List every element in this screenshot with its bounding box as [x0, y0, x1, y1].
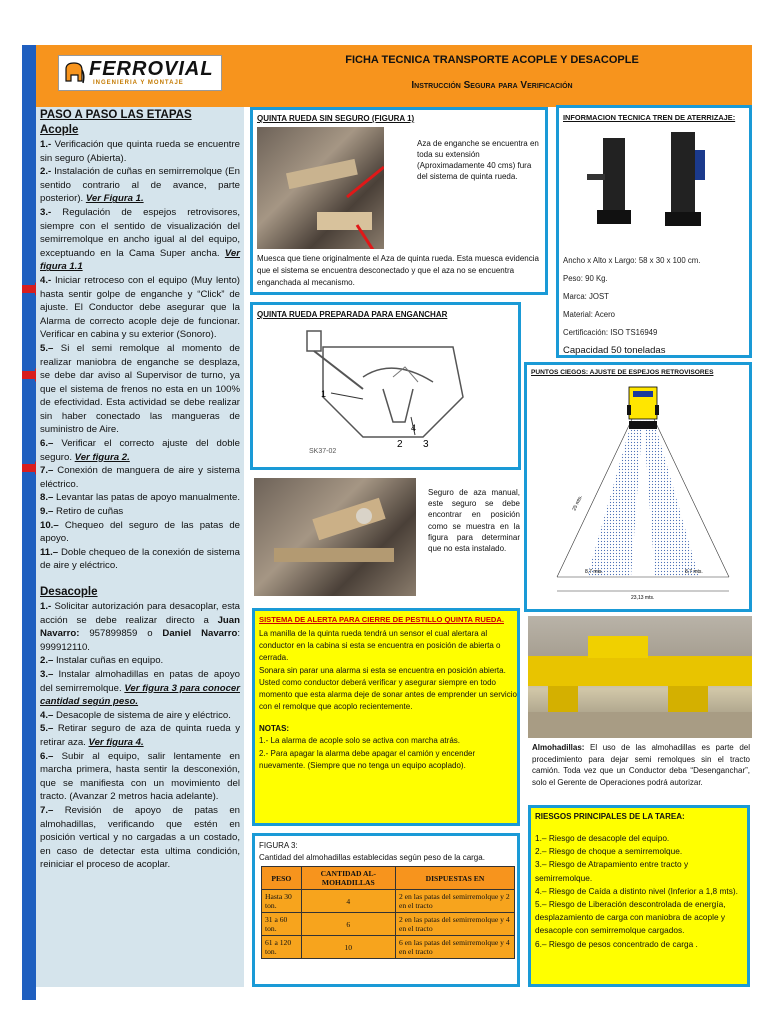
- step-text: Solicitar autorización para desacoplar, esta acción se debe realizar directo a: [40, 601, 240, 626]
- step-text: Si el semi remolque al momento de realizar maniobra de enganche se desplaza, se debe dar aviso al Supervisor de turno, ya que el sistema de frenos no esta en un 100% de efectividad. Esta actividad se debe realizar sin haber conectado las mangueras de suministro de Aire.: [40, 342, 240, 436]
- pads-description: El uso de las almohadillas es parte del procedimiento para dejar semi remolques sin el tracto camión. Toda vez que un Conductor deba “Desenganchar”, solo el Gerente de Operaciones podrá autorizar.: [532, 743, 750, 787]
- acople-step: [40, 437, 240, 464]
- step-number: 9.–: [40, 506, 54, 518]
- blind-spots-panel: [524, 362, 752, 612]
- risk-item: 2.– Riesgo de choque a semirremolque.: [535, 846, 683, 857]
- photo-arrows: [257, 127, 384, 249]
- acople-step: [40, 546, 240, 573]
- alarm-title: SISTEMA DE ALERTA PARA CIERRE DE PESTILLO QUINTA RUEDA.: [259, 615, 504, 624]
- step-number: 7.–: [40, 804, 54, 816]
- landing-gear-title: INFORMACION TECNICA TREN DE ATERRIZAJE:: [563, 113, 736, 122]
- acople-step: [40, 505, 240, 519]
- risks-title: RIESGOS PRINCIPALES DE LA TAREA:: [535, 812, 685, 821]
- step-text: Instalar cuñas en equipo.: [53, 655, 164, 667]
- table-cell: 10: [301, 936, 395, 959]
- step-number: 5.–: [40, 723, 54, 735]
- truck-shapes: [528, 616, 752, 738]
- acople-step: [40, 206, 240, 274]
- table-cell: 2 en las patas del semirremolque y 2 en el tracto: [395, 890, 514, 913]
- figure-reference: Ver figura 2.: [74, 451, 130, 463]
- table-cell: Hasta 30 ton.: [262, 890, 302, 913]
- step-number: 2.-: [40, 166, 52, 178]
- desacople-step: [40, 709, 240, 723]
- steps-heading: PASO A PASO LAS ETAPAS: [40, 109, 192, 121]
- acople-heading: Acople: [40, 124, 79, 136]
- alarm-body: [259, 628, 517, 772]
- desacople-step: [40, 668, 240, 709]
- acople-step: [40, 464, 240, 491]
- right-dimension: 8,7 mts.: [685, 569, 703, 575]
- step-text: Regulación de espejos retrovisores, siempre con el sentido de visualización del semirremolque en ancho igual al del equipo, exceptuando en la Cama Super ancha.: [40, 206, 240, 259]
- marker-step-5: [22, 371, 36, 379]
- steps-column: [36, 107, 244, 987]
- acople-step: [40, 138, 240, 165]
- table-cell: 61 a 120 ton.: [262, 936, 302, 959]
- desacople-step: [40, 600, 240, 654]
- label-4: 4: [411, 423, 417, 433]
- pads-table-wrap: [261, 866, 515, 959]
- label-1: 1: [321, 389, 327, 399]
- risks-list: [535, 832, 747, 951]
- table-cell: 4: [301, 890, 395, 913]
- table-cell: 31 a 60 ton.: [262, 913, 302, 936]
- figure-1-bottom-text: Muesca que tiene originalmente el Aza de quinta rueda. Esta muesca evidencia que el sistema se encuentra desconectado y que el aza no se encuentra enganchada al mecanismo.: [257, 254, 539, 287]
- risk-item: 6.– Riesgo de pesos concentrado de carga .: [535, 938, 698, 949]
- spec-line: Material: Acero: [563, 310, 616, 319]
- acople-step: [40, 491, 240, 505]
- step-text: Conexión de manguera de aire y sistema eléctrico.: [40, 465, 240, 490]
- table-cell: 6 en las patas del semirremolque y 4 en el tracto: [395, 936, 514, 959]
- acople-step: [40, 519, 240, 546]
- acople-step: [40, 342, 240, 437]
- fifth-wheel-photo: [257, 127, 384, 249]
- acople-step: [40, 165, 240, 206]
- fifth-wheel-title: QUINTA RUEDA PREPARADA PARA ENGANCHAR: [257, 310, 448, 319]
- label-3: 3: [423, 439, 429, 450]
- figure-reference: Ver Figura 1.: [85, 193, 144, 205]
- table-header: CANTIDAD AL-MOHADILLAS: [301, 867, 395, 890]
- step-text: Subir al equipo, salir lentamente en marcha primera, hasta sentir la desconexión, que se manifiesta con un movimiento del tracto. (Avanzar 2 metros hacia adelante).: [40, 750, 240, 803]
- alarm-paragraph: La manilla de la quinta rueda tendrá un sensor el cual alertara al conductor en la cabina si esta se encuentra en posición de abierta o cerrada.: [259, 629, 501, 663]
- desacople-step: [40, 750, 240, 804]
- left-blue-bar: [22, 45, 36, 1000]
- diagram-code: SK37-02: [309, 448, 337, 455]
- pads-text: [532, 742, 750, 788]
- step-number: 6.–: [40, 750, 54, 762]
- company-logo: [58, 55, 222, 91]
- step-number: 1.-: [40, 601, 52, 612]
- blind-spots-title: PUNTOS CIEGOS: AJUSTE DE ESPEJOS RETROVISORES: [531, 369, 714, 376]
- spec-line: Ancho x Alto x Largo: 58 x 30 x 100 cm.: [563, 256, 701, 265]
- risk-item: 5.– Riesgo de Liberación descontrolada de energía, desplazamiento de carga con maniobra de acople y desacople con semirremolque cargados.: [535, 899, 726, 936]
- figure-reference: Ver figura 3 para conocer cantidad según peso.: [40, 682, 240, 708]
- step-number: 5.–: [40, 342, 54, 354]
- desacople-step: [40, 804, 240, 872]
- contact-name: Juan Navarro:: [40, 614, 240, 640]
- note-item: 1.- La alarma de acople solo se activa con marcha atrás.: [259, 736, 460, 746]
- left-dimension: 8,7 mts.: [585, 569, 603, 575]
- marker-step-6: [22, 464, 36, 472]
- table-header: PESO: [262, 867, 302, 890]
- step-number: 8.–: [40, 492, 54, 504]
- bottom-dimension: 23,13 mts.: [631, 595, 655, 601]
- figure-1-side-text: Aza de enganche se encuentra en toda su extensión (Aproximadamente 40 cms) fura del sistema de quinta rueda.: [417, 139, 539, 181]
- step-text: Iniciar retroceso con el equipo (Muy lento) hasta sentir golpe de enganche y “Click” de ajuste. El Conductor debe asegurar que la Alarma de correcto acople deje de funcionar. Verificar en cabina y su exterior (Sonoro).: [40, 274, 240, 341]
- table-row: [262, 936, 515, 959]
- capacity-line: Capacidad 50 toneladas: [563, 345, 666, 356]
- figure-3-panel: [252, 833, 520, 987]
- table-row: [262, 913, 515, 936]
- logo-subtitle: INGENIERIA Y MONTAJE: [93, 80, 184, 86]
- step-text: Instalación de cuñas en semirremolque (En sentido contrario al de avance, parte posterior).: [40, 166, 240, 205]
- document-subtitle: Instrucción Segura para Verificación: [411, 80, 573, 91]
- logo-text: FERROVIAL: [89, 58, 214, 80]
- risk-item: 3.– Riesgo de Atrapamiento entre tracto y semirremolque.: [535, 859, 689, 883]
- spec-line: Peso: 90 Kg.: [563, 274, 608, 283]
- table-cell: 2 en las patas del semirremolque y 4 en el tracto: [395, 913, 514, 936]
- figure-3-caption: Cantidad del almohadillas establecidas según peso de la carga.: [259, 853, 485, 862]
- note-item: 2.- Para apagar la alarma debe apagar el camión y encender nuevamente. (Siempre que no tenga un equipo acoplado).: [259, 748, 476, 770]
- step-number: 4.–: [40, 709, 54, 721]
- fifth-wheel-diagram: [293, 327, 493, 457]
- spec-line: Certificación: ISO TS16949: [563, 328, 658, 337]
- step-number: 3.–: [40, 668, 54, 680]
- step-text: Verificar el correcto ajuste del doble seguro.: [40, 438, 240, 463]
- step-number: 1.-: [40, 139, 52, 150]
- pads-table: [261, 866, 515, 959]
- label-2: 2: [397, 439, 403, 450]
- spec-line: Marca: JOST: [563, 292, 609, 301]
- table-cell: 6: [301, 913, 395, 936]
- step-text: Retirar seguro de aza de quinta rueda y retirar aza.: [40, 723, 240, 748]
- alarm-panel: [252, 608, 520, 826]
- figure-1-panel: [250, 107, 548, 295]
- risks-panel: [528, 805, 750, 987]
- figure-1-title: QUINTA RUEDA SIN SEGURO (FIGURA 1): [257, 114, 415, 123]
- step-number: 2.–: [40, 655, 54, 667]
- acople-steps: [40, 138, 240, 573]
- step-text: Doble chequeo de la conexión de sistema de aire y eléctrico.: [40, 546, 240, 572]
- step-text: Desacople de sistema de aire y eléctrico.: [53, 709, 231, 721]
- contact-phone: : 999912110.: [40, 628, 241, 653]
- alarm-paragraph: Usted como conductor deberá verificar y asegurar siempre en todo momento que esta alarma deje de sonar antes de emprender un servicio con el remolque que acoplo recientemente.: [259, 677, 517, 712]
- landing-gear-panel: [556, 105, 752, 358]
- step-number: 3.-: [40, 206, 52, 218]
- figure-reference: Ver figura 1.1: [40, 247, 240, 273]
- marker-step-4: [22, 285, 36, 293]
- landing-gear-image: [567, 130, 747, 242]
- table-header: DISPUESTAS EN: [395, 867, 514, 890]
- step-number: 7.–: [40, 465, 54, 477]
- risk-item: 1.– Riesgo de desacople del equipo.: [535, 833, 670, 843]
- landing-gear-specs: [563, 252, 749, 360]
- latch-shapes: [254, 478, 416, 596]
- contact-phone: 957899859 o: [79, 628, 163, 640]
- figure-3-title: FIGURA 3:: [259, 841, 298, 850]
- safety-latch-text: Seguro de aza manual, este seguro se debe encontrar en posición como se muestra en la figura para determinar que no esta instalado.: [428, 488, 520, 554]
- safety-latch-photo: [254, 478, 416, 596]
- figure-reference: Ver figura 4.: [88, 736, 144, 748]
- elephant-icon: [63, 61, 85, 85]
- blind-spots-diagram: [531, 381, 747, 609]
- fifth-wheel-panel: [250, 302, 521, 470]
- risk-item: 4.– Riesgo de Caída a distinto nivel (Inferior a 1,8 mts).: [535, 885, 738, 896]
- notes-title: NOTAS:: [259, 724, 290, 734]
- contact-name: Daniel Navarro: [162, 628, 238, 640]
- step-number: 10.–: [40, 519, 59, 531]
- step-number: 4.-: [40, 274, 52, 286]
- step-text: Chequeo del seguro de las patas de apoyo.: [40, 519, 240, 545]
- step-number: 11.–: [40, 546, 59, 558]
- table-row: [262, 890, 515, 913]
- document-title: FICHA TECNICA TRANSPORTE ACOPLE Y DESACOPLE: [345, 54, 639, 66]
- diagonal-dimension: 25 mts.: [571, 494, 584, 512]
- pads-photo: [528, 616, 752, 738]
- step-text: Retiro de cuñas: [53, 506, 124, 518]
- step-text: Revisión de apoyo de patas en almohadillas, verificando que estén en posición vertical y no cargadas a un costado, en caso de detectar esta ultima condición, reiniciar el proceso de acoplar.: [40, 804, 240, 871]
- step-text: Levantar las patas de apoyo manualmente.: [53, 492, 241, 504]
- desacople-heading: Desacople: [40, 586, 98, 598]
- step-text: Verificación que quinta rueda se encuentre sin seguro (Abierta).: [40, 139, 240, 164]
- acople-step: [40, 274, 240, 342]
- desacople-step: [40, 722, 240, 749]
- desacople-steps: [40, 600, 240, 872]
- desacople-step: [40, 654, 240, 668]
- pads-label: Almohadillas:: [532, 743, 585, 752]
- step-text: Instalar almohadillas en patas de apoyo del semirremolque.: [40, 668, 240, 694]
- alarm-paragraph: Sonara sin parar una alarma si esta se encuentra en posición abierta.: [259, 665, 506, 675]
- step-number: 6.–: [40, 438, 54, 450]
